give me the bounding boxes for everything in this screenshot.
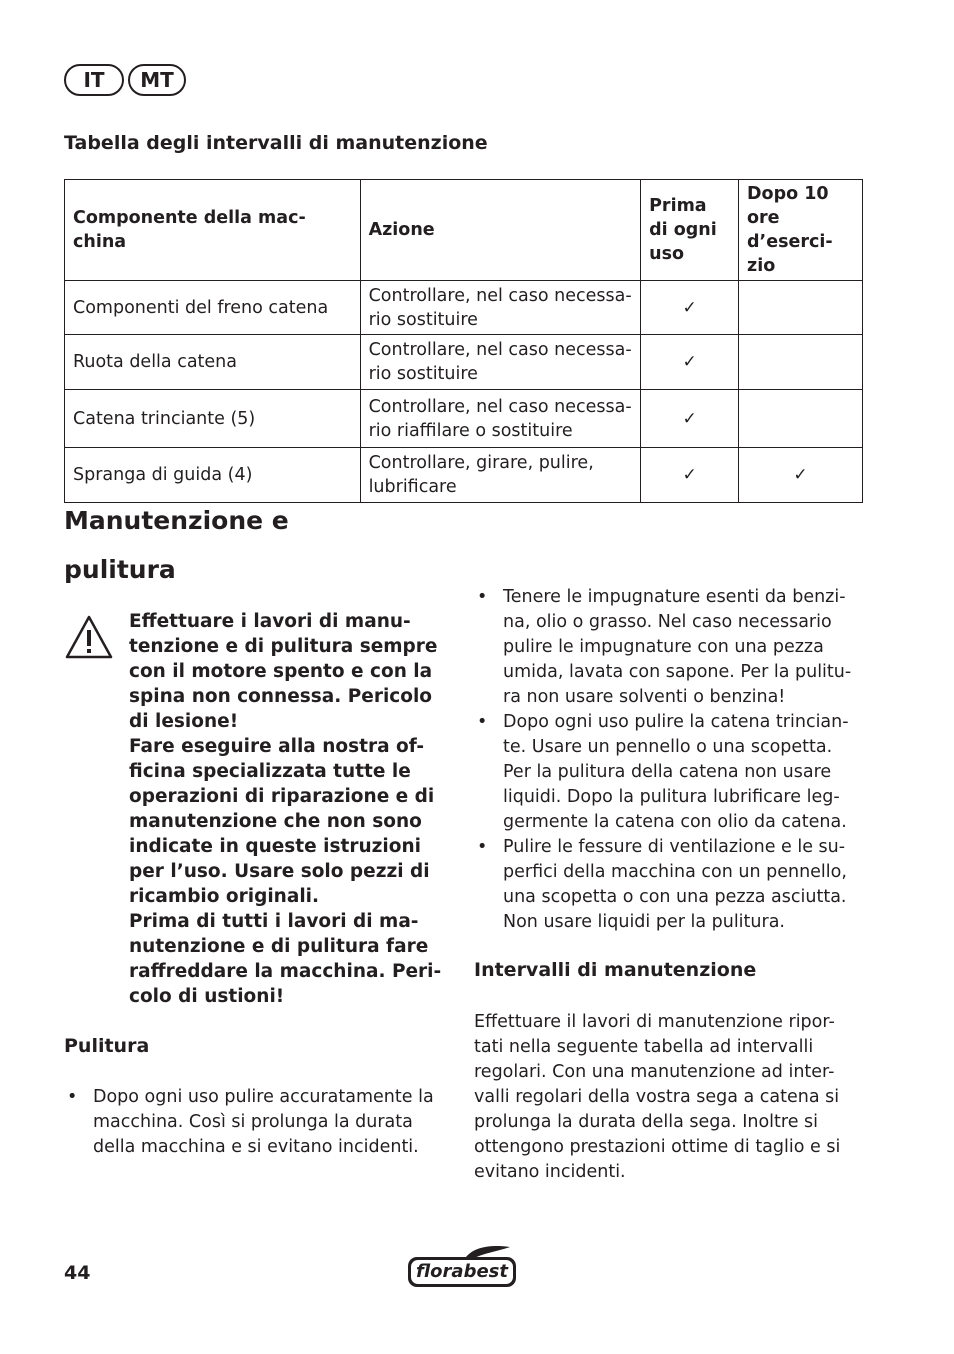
section-heading-line1: Manutenzione e (64, 506, 289, 535)
pulitura-heading: Pulitura (64, 1035, 150, 1057)
language-badge-it: IT (64, 64, 124, 96)
header-component: Componente della mac-china (65, 180, 361, 281)
cell-after-10h (739, 281, 863, 335)
brand-name: florabest (416, 1261, 508, 1282)
language-badge-mt: MT (128, 64, 186, 96)
list-item: • Tenere le impugnature esenti da benzi-na, olio o grasso. Nel caso necessario pulire le impugnature con una pezza umida, lavata con sapone. Per la pulitu-ra non usare solventi o benzina! (474, 585, 860, 710)
table-row (65, 281, 863, 335)
pulitura-list (64, 1085, 448, 1160)
check-icon: ✓ (641, 390, 739, 448)
section-heading (64, 496, 289, 594)
header-before-use: Prima di ogni uso (641, 180, 739, 281)
cell-action: Controllare, nel caso necessa-rio sostituire (360, 281, 641, 335)
warning-paragraph: Fare eseguire alla nostra of-ficina specializzata tutte le operazioni di riparazione e di manutenzione che non sono indicate in queste istruzioni per l’uso. Usare solo pezzi di ricambio originali. (129, 736, 435, 907)
table-row (65, 390, 863, 448)
cell-component: Ruota della catena (65, 335, 361, 390)
intervalli-text: Effettuare il lavori di manutenzione ripor-tati nella seguente tabella ad intervalli regolari. Con una manutenzione ad inter-valli regolari della vostra sega a catena si prolunga la durata della sega. Inoltre si ottengono prestazioni ottime di taglio e si evitano incidenti. (474, 1012, 841, 1182)
cell-action: Controllare, nel caso necessa-rio riaffilare o sostituire (360, 390, 641, 448)
header-after-10h: Dopo 10 ore d’eserci-zio (739, 180, 863, 281)
warning-paragraph: Effettuare i lavori di manu-tenzione e di pulitura sempre con il motore spento e con la spina non connessa. Pericolo di lesione! (129, 611, 438, 732)
cell-after-10h (739, 390, 863, 448)
section-heading-line2: pulitura (64, 555, 176, 584)
check-icon: ✓ (641, 281, 739, 335)
table-header-row (65, 180, 863, 281)
check-icon: ✓ (641, 448, 739, 503)
warning-paragraph: Prima di tutti i lavori di ma-nutenzione e di pulitura fare raffreddare la macchina. Peri-colo di ustioni! (129, 911, 442, 1007)
intervalli-heading: Intervalli di manutenzione (474, 959, 757, 981)
maintenance-table (64, 179, 863, 503)
cell-component: Spranga di guida (4) (65, 448, 361, 503)
list-item: • Pulire le fessure di ventilazione e le su-perfici della macchina con un pennello, una scopetta o con una pezza asciutta. Non usare liquidi per la pulitura. (474, 835, 860, 935)
language-badges (64, 64, 186, 96)
cell-component: Catena trinciante (5) (65, 390, 361, 448)
cell-action: Controllare, nel caso necessa-rio sostituire (360, 335, 641, 390)
cell-component: Componenti del freno catena (65, 281, 361, 335)
warning-triangle-icon (64, 614, 114, 660)
list-item: • Dopo ogni uso pulire la catena trincian-te. Usare un pennello o una scopetta. Per la pulitura della catena non usare liquidi. Dopo la pulitura lubrificare leg-germente la catena con olio da catena. (474, 710, 860, 835)
page-number: 44 (64, 1262, 91, 1284)
table-heading: Tabella degli intervalli di manutenzione (64, 132, 488, 154)
check-icon: ✓ (739, 448, 863, 503)
warning-text (129, 609, 447, 1009)
header-action: Azione (360, 180, 641, 281)
list-item: • Dopo ogni uso pulire accuratamente la macchina. Così si prolunga la durata della macchina e si evitano incidenti. (64, 1085, 448, 1160)
brand-logo (406, 1245, 518, 1289)
table-row (65, 335, 863, 390)
table-row (65, 448, 863, 503)
check-icon: ✓ (641, 335, 739, 390)
cleaning-list (474, 585, 860, 935)
cell-after-10h (739, 335, 863, 390)
cell-action: Controllare, girare, pulire, lubrificare (360, 448, 641, 503)
